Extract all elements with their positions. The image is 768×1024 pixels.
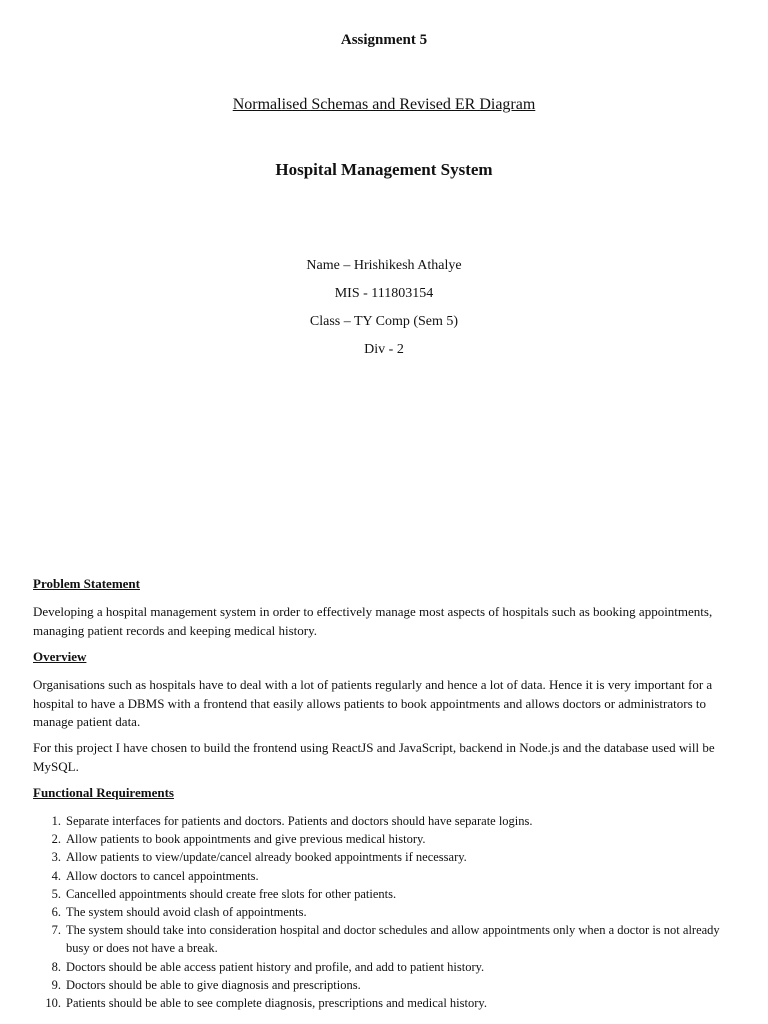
list-item-text: Allow patients to view/update/cancel already booked appointments if necessary. [66,850,467,865]
list-item [33,976,733,994]
functional-requirements-list [33,812,733,1012]
student-mis: MIS - 111803154 [334,286,434,301]
list-item-text: Allow doctors to cancel appointments. [66,868,259,883]
overview-paragraph-1: Organisations such as hospitals have to deal with a lot of patients regularly and hence a lot of data. Hence it is very important for a hospital to have a DBMS with a frontend that easily allows patients to book appointments and allows doctors or administrators to manage patient data. [33,677,713,729]
list-item [33,867,733,885]
list-item-number: 1. [51,814,61,828]
list-item [33,848,733,866]
assignment-heading: Assignment 5 [340,32,428,48]
list-item-text: The system should take into consideration hospital and doctor schedules and allow appointments only when a doctor is not already busy or does not have a break. [66,923,720,956]
problem-statement-text: Developing a hospital management system in order to effectively manage most aspects of hospitals such as booking appointments, managing patient records and keeping medical history. [33,604,713,638]
problem-statement-heading: Problem Statement [33,576,140,591]
list-item-text: Doctors should be able access patient history and profile, and add to patient history. [66,959,485,974]
list-item [33,812,733,830]
list-item-number: 8. [51,959,61,974]
student-div: Div - 2 [364,342,404,357]
student-name: Name – Hrishikesh Athalye [306,258,462,273]
list-item-text: Separate interfaces for patients and doctors. Patients and doctors should have separate logins. [66,814,533,828]
list-item-text: Patients should be able to see complete diagnosis, prescriptions and medical history. [66,996,487,1011]
list-item-number: 5. [51,886,61,901]
functional-requirements-heading: Functional Requirements [33,785,174,800]
list-item-number: 10. [45,996,61,1011]
list-item-number: 6. [51,905,61,920]
list-item [33,994,733,1012]
list-item [33,958,733,976]
list-item-text: Doctors should be able to give diagnosis and prescriptions. [66,977,361,992]
document-subtitle: Normalised Schemas and Revised ER Diagram [232,96,536,113]
list-item [33,903,733,921]
list-item-text: Allow patients to book appointments and give previous medical history. [66,832,426,847]
list-item [33,921,733,957]
list-item-number: 2. [51,832,61,847]
list-item [33,830,733,848]
list-item-text: Cancelled appointments should create free slots for other patients. [66,886,397,901]
overview-heading: Overview [33,649,87,664]
document-title: Hospital Management System [275,160,493,179]
overview-paragraph-2: For this project I have chosen to build the frontend using ReactJS and JavaScript, backend in Node.js and the database used will be MySQL. [33,740,715,774]
list-item-number: 4. [51,868,61,883]
list-item [33,885,733,903]
list-item-number: 3. [51,850,61,865]
student-class: Class – TY Comp (Sem 5) [309,314,459,329]
list-item-text: The system should avoid clash of appointments. [66,905,307,920]
list-item-number: 9. [51,977,61,992]
list-item-number: 7. [51,923,61,938]
